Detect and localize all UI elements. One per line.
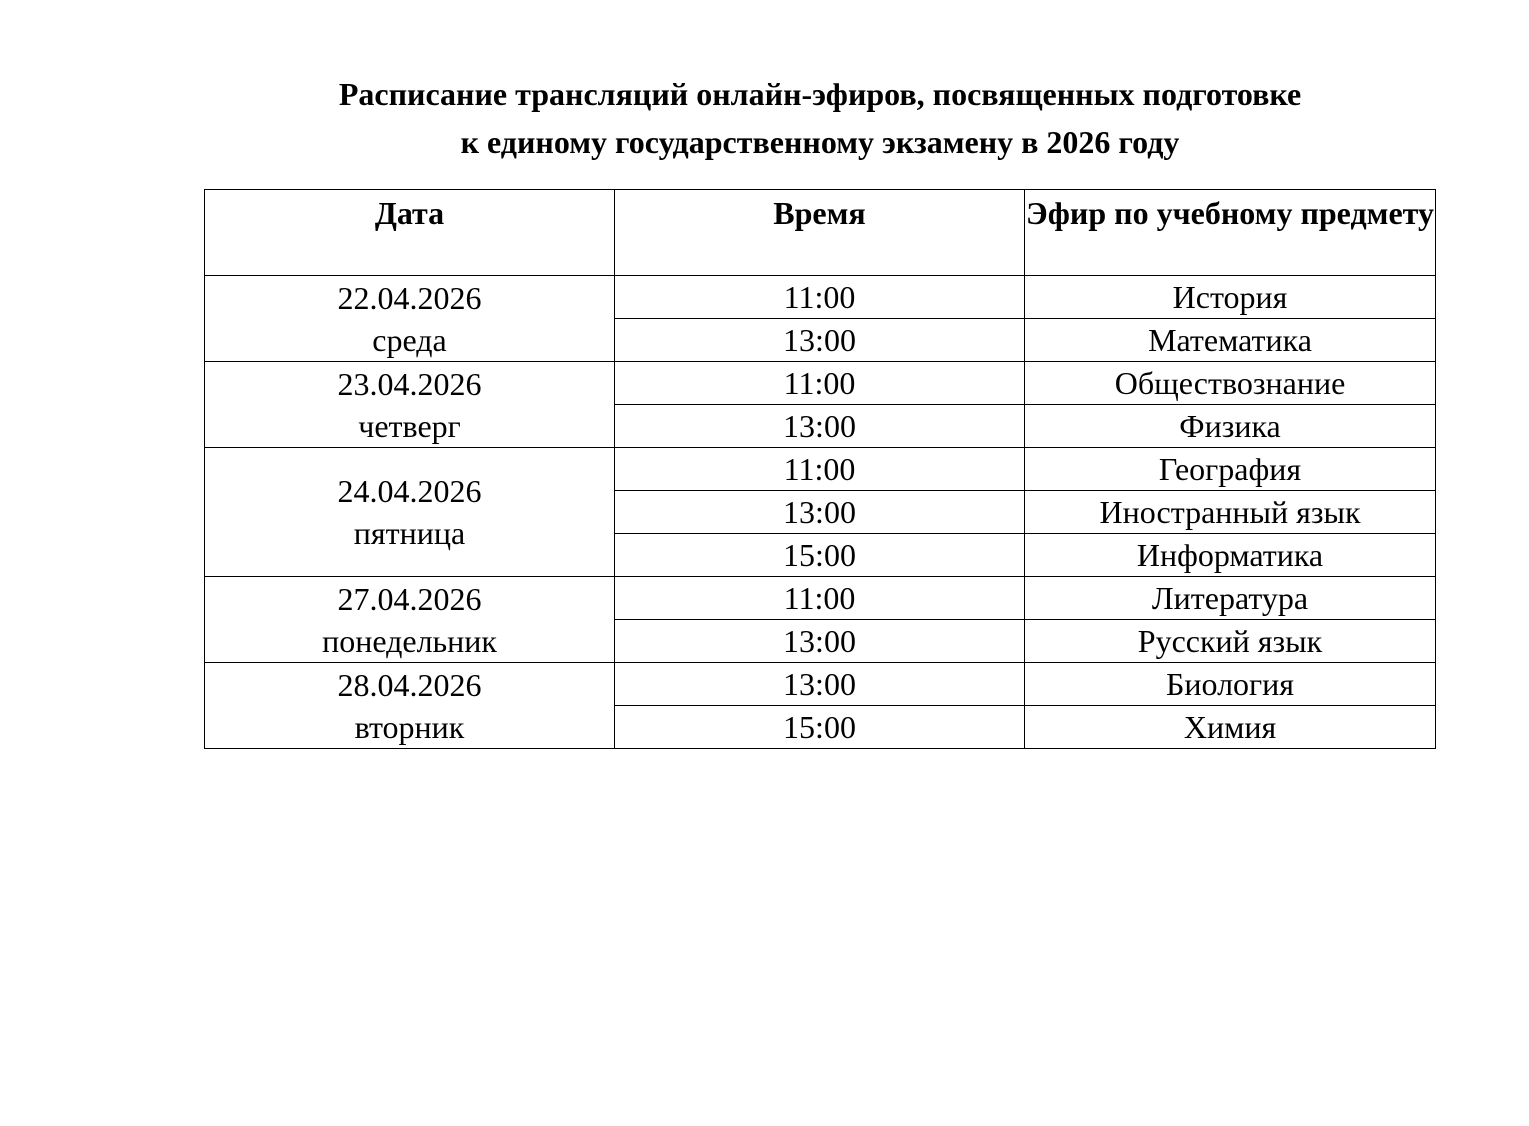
weekday-value: вторник [354,708,465,745]
title-line-1: Расписание трансляций онлайн-эфиров, посвященных подготовке [338,76,1302,112]
time-cell: 13:00 [615,319,1025,362]
header-time: Время [615,190,1025,276]
time-cell: 13:00 [615,620,1025,663]
subject-cell: Обществознание [1025,362,1436,405]
time-cell: 11:00 [615,276,1025,319]
table-header [205,190,1436,276]
header-date: Дата [205,190,615,276]
header-subject: Эфир по учебному предмету [1025,190,1436,276]
date-value: 27.04.2026 [337,580,482,617]
date-value: 24.04.2026 [337,473,482,509]
subject-cell: Литература [1025,577,1436,620]
table-row [205,276,1436,319]
table-body [205,276,1436,749]
date-value: 23.04.2026 [337,365,482,402]
date-cell [205,663,615,749]
schedule-table [204,189,1436,749]
weekday-value: четверг [358,407,461,444]
weekday-value: понедельник [322,622,497,659]
subject-cell: Иностранный язык [1025,491,1436,534]
time-cell: 11:00 [615,577,1025,620]
subject-cell: Физика [1025,405,1436,448]
time-cell: 15:00 [615,534,1025,577]
time-cell: 11:00 [615,448,1025,491]
time-cell: 15:00 [615,706,1025,749]
subject-cell: География [1025,448,1436,491]
weekday-value: пятница [353,515,466,551]
date-value: 28.04.2026 [337,666,482,703]
time-cell: 13:00 [615,405,1025,448]
table-row [205,362,1436,405]
table-row [205,663,1436,706]
date-cell [205,362,615,448]
date-value: 22.04.2026 [337,279,482,316]
subject-cell: Русский язык [1025,620,1436,663]
date-cell [205,276,615,362]
time-cell: 13:00 [615,491,1025,534]
page-title [205,70,1435,166]
table-row [205,448,1436,491]
subject-cell: Химия [1025,706,1436,749]
time-cell: 11:00 [615,362,1025,405]
time-cell: 13:00 [615,663,1025,706]
header-row [205,190,1436,276]
table-row [205,577,1436,620]
subject-cell: Информатика [1025,534,1436,577]
weekday-value: среда [372,321,447,358]
title-line-2: к единому государственному экзамену в 2026 году [460,124,1180,160]
subject-cell: Биология [1025,663,1436,706]
subject-cell: Математика [1025,319,1436,362]
date-cell [205,448,615,577]
date-cell [205,577,615,663]
subject-cell: История [1025,276,1436,319]
